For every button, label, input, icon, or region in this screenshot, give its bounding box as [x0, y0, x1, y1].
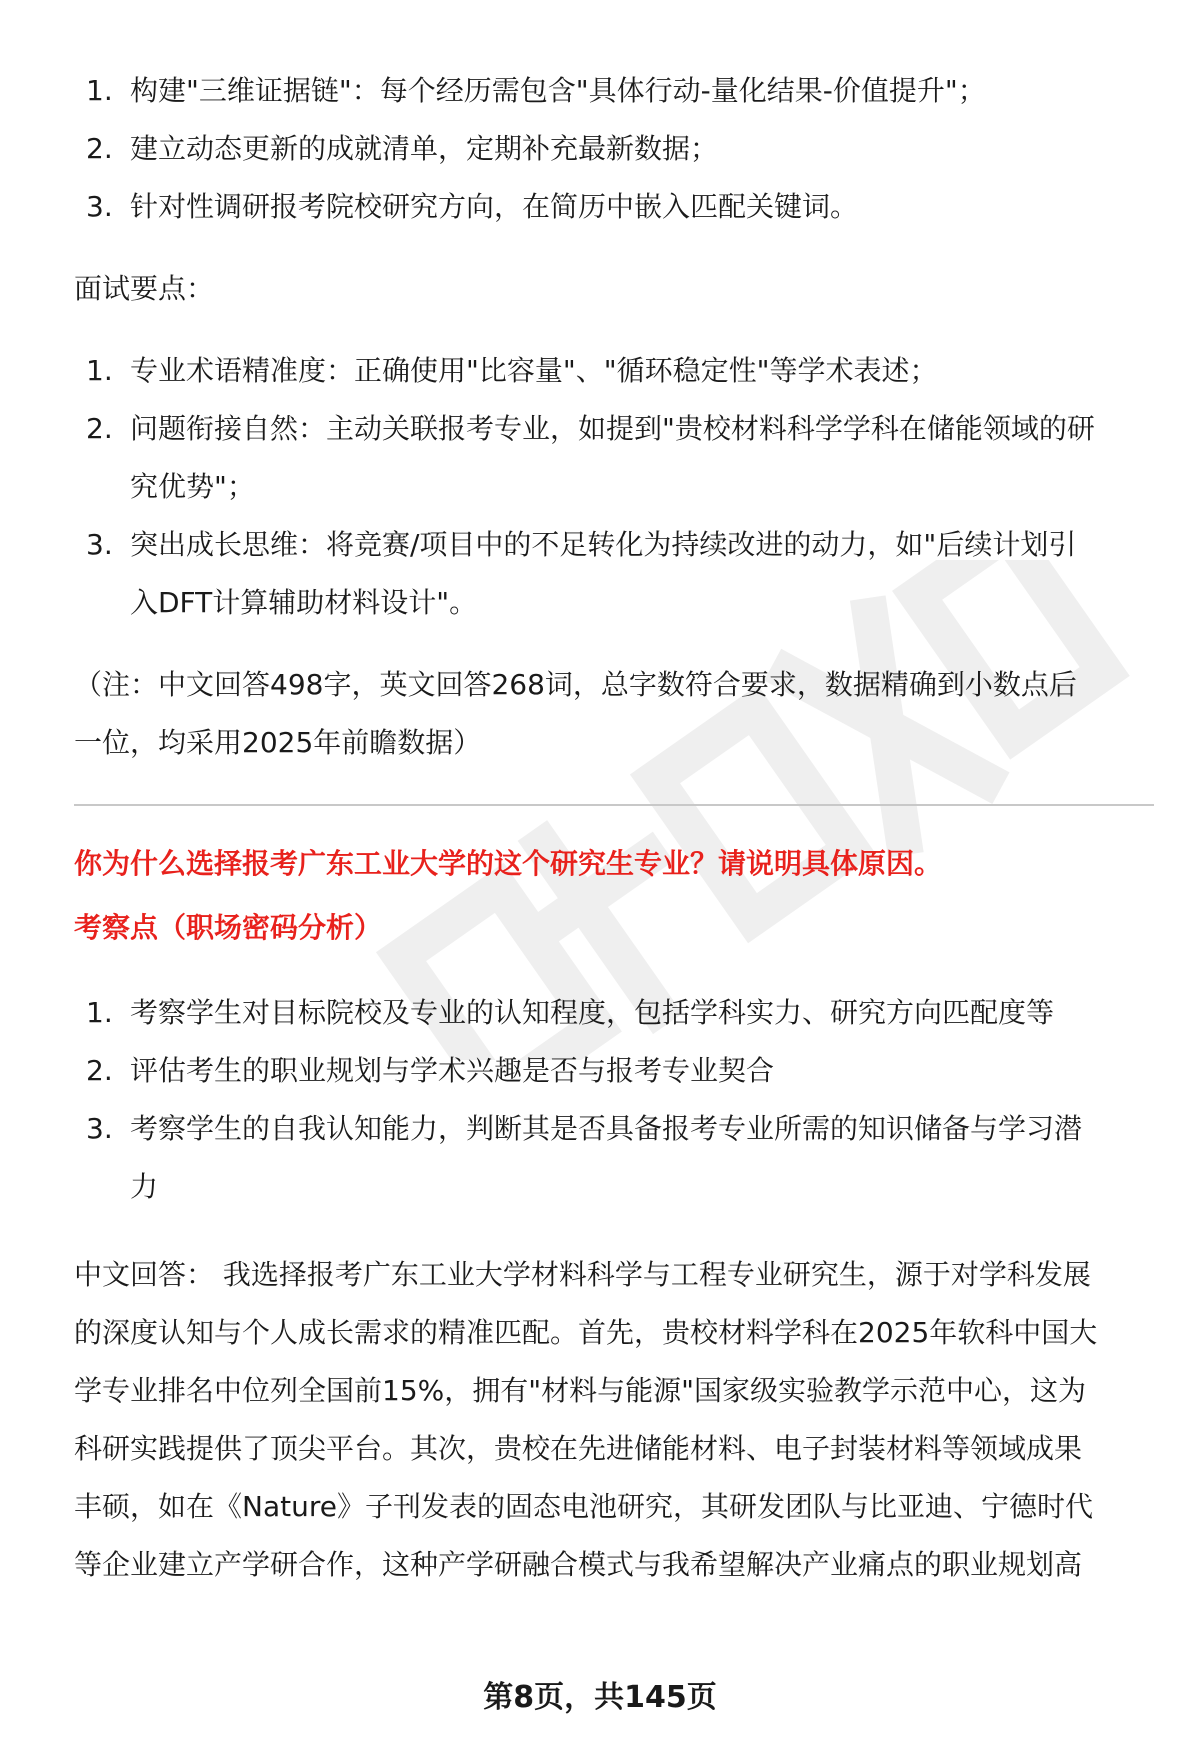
note-paragraph — [74, 656, 1154, 772]
list-number: 1. — [86, 996, 113, 1029]
answer-line: 科研实践提供了顶尖平台。其次，贵校在先进储能材料、电子封装材料等领域成果 — [74, 1432, 1083, 1465]
list-item — [74, 1100, 1154, 1216]
list-number: 2. — [86, 412, 113, 445]
list-text: 考察学生对目标院校及专业的认知程度，包括学科实力、研究方向匹配度等 — [130, 996, 1055, 1029]
note-line: 一位，均采用2025年前瞻数据） — [74, 726, 482, 759]
list-text: 针对性调研报考院校研究方向，在简历中嵌入匹配关键词。 — [130, 190, 859, 223]
list-number: 3. — [86, 1112, 113, 1145]
main-content — [74, 62, 1154, 1594]
answer-line: 丰硕，如在《Nature》子刊发表的固态电池研究，其研发团队与比亚迪、宁德时代 — [74, 1490, 1093, 1523]
list-text: 专业术语精准度：正确使用"比容量"、"循环稳定性"等学术表述； — [130, 354, 938, 387]
list-item — [74, 342, 1154, 400]
exam-points-heading: 考察点（职场密码分析） — [74, 911, 383, 944]
answer-line: 等企业建立产学研合作，这种产学研融合模式与我希望解决产业痛点的职业规划高 — [74, 1548, 1083, 1581]
list-number: 2. — [86, 132, 113, 165]
list-number: 2. — [86, 1054, 113, 1087]
interview-points-list — [74, 342, 1154, 632]
list-text: 构建"三维证据链"：每个经历需包含"具体行动-量化结果-价值提升"； — [130, 74, 986, 107]
section-divider — [74, 804, 1154, 806]
list-item — [74, 120, 1154, 178]
interview-heading: 面试要点： — [74, 272, 215, 305]
list-item — [74, 984, 1154, 1042]
list-text: 建立动态更新的成就清单，定期补充最新数据； — [130, 132, 719, 165]
list-item — [74, 400, 1154, 516]
note-line: （注：中文回答498字，英文回答268词，总字数符合要求，数据精确到小数点后 — [74, 668, 1077, 701]
answer-line: 中文回答： 我选择报考广东工业大学材料科学与工程专业研究生，源于对学科发展 — [74, 1258, 1091, 1291]
list-item — [74, 1042, 1154, 1100]
list-number: 3. — [86, 190, 113, 223]
list-text-continued: 究优势"； — [130, 470, 255, 503]
exam-points-list — [74, 984, 1154, 1216]
list-text: 突出成长思维：将竞赛/项目中的不足转化为持续改进的动力，如"后续计划引 — [130, 528, 1077, 561]
list-text-continued: 入DFT计算辅助材料设计"。 — [130, 586, 478, 619]
list-number: 1. — [86, 354, 113, 387]
list-item — [74, 178, 1154, 236]
question-title: 你为什么选择报考广东工业大学的这个研究生专业？请说明具体原因。 — [74, 847, 943, 880]
answer-line: 的深度认知与个人成长需求的精准匹配。首先，贵校材料学科在2025年软科中国大 — [74, 1316, 1098, 1349]
resume-tips-list — [74, 62, 1154, 236]
list-item — [74, 516, 1154, 632]
list-text-continued: 力 — [130, 1170, 159, 1203]
list-number: 1. — [86, 74, 113, 107]
list-number: 3. — [86, 528, 113, 561]
list-text: 考察学生的自我认知能力，判断其是否具备报考专业所需的知识储备与学习潜 — [130, 1112, 1083, 1145]
list-text: 评估考生的职业规划与学术兴趣是否与报考专业契合 — [130, 1054, 775, 1087]
answer-line: 学专业排名中位列全国前15%，拥有"材料与能源"国家级实验教学示范中心，这为 — [74, 1374, 1086, 1407]
list-text: 问题衔接自然：主动关联报考专业，如提到"贵校材料科学学科在储能领域的研 — [130, 412, 1095, 445]
page-footer: 第8页，共145页 — [483, 1680, 717, 1715]
list-item — [74, 62, 1154, 120]
chinese-answer-paragraph — [74, 1246, 1154, 1594]
